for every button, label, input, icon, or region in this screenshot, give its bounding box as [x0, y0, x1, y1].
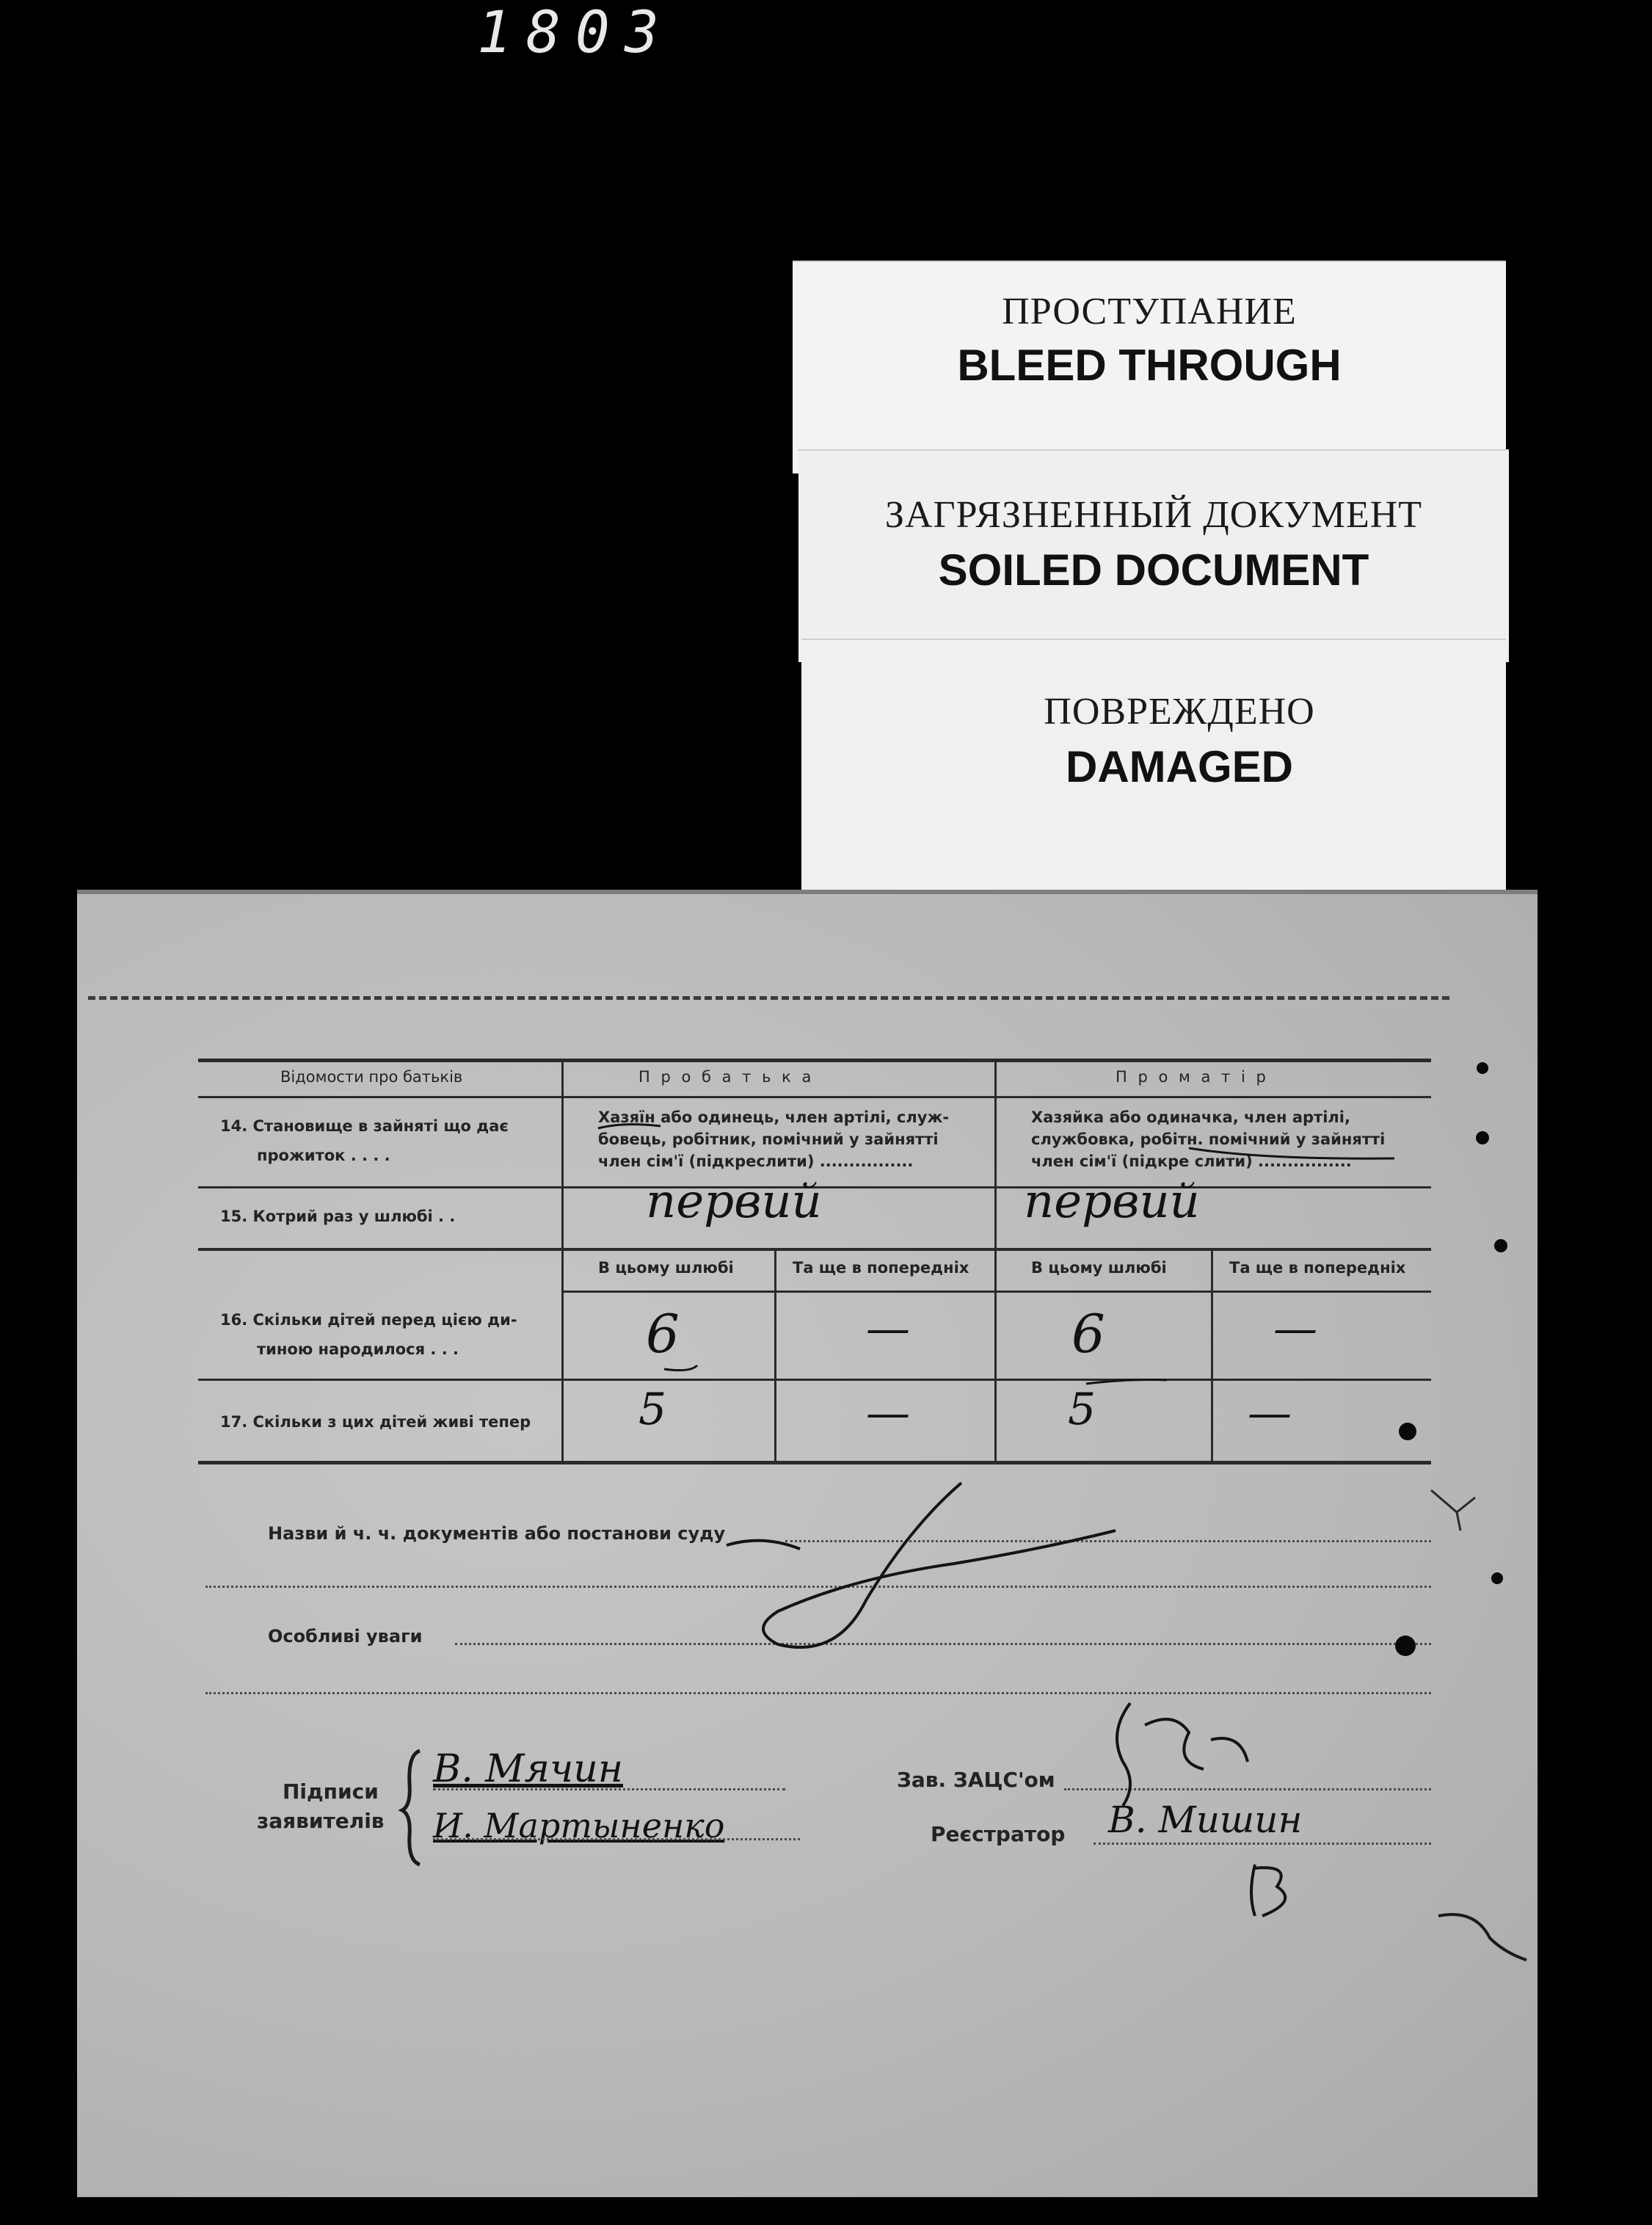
damaged-label-ru: ПОВРЕЖДЕНО — [1044, 691, 1315, 733]
row16-father-prev-value: — — [866, 1303, 910, 1354]
head-signature-strokes — [1117, 1703, 1248, 1806]
row14-label-line2: прожиток . . . . — [257, 1147, 390, 1164]
row17-mother-prev-value: — — [1248, 1387, 1292, 1439]
applicant-signature-2: И. Мартыненко — [433, 1806, 725, 1845]
soiled-document-label-en: SOILED DOCUMENT — [938, 545, 1369, 595]
row14-mother-line2: службовка, робітн. помічний у зайнятті — [1031, 1130, 1386, 1148]
registrar-label: Реєстратор — [931, 1822, 1066, 1846]
row14-mother-underline — [1189, 1148, 1394, 1158]
subheader-mother-previous: Та ще в попередніх — [1229, 1259, 1406, 1277]
documents-flourish-tail — [727, 1541, 800, 1549]
subheader-father-this-marriage: В цьому шлюбі — [598, 1259, 734, 1277]
row14-father-line3: член сім'ї (підкреслити) ................ — [598, 1153, 914, 1170]
row14-mother-line3: член сім'ї (підкре слити) ................ — [1031, 1153, 1352, 1170]
row16-mother-prev-value: — — [1273, 1303, 1317, 1354]
row17-father-prev-value: — — [866, 1387, 910, 1439]
row15-father-handwritten: первий — [646, 1175, 822, 1229]
damage-hole-1 — [1395, 1636, 1416, 1656]
row17-label: 17. Скільки з цих дітей живі тепер — [220, 1413, 531, 1431]
row16-label-line2: тиною народилося . . . — [257, 1340, 459, 1358]
damage-hole-4 — [1494, 1239, 1507, 1252]
row14-mother-line1: Хазяйка або одиначка, член артілі, — [1031, 1108, 1350, 1126]
row16-father-this-value: 6 — [646, 1303, 680, 1365]
bleed-through-label-en: BLEED THROUGH — [957, 341, 1342, 390]
row16-mother-mark — [1086, 1380, 1167, 1384]
microfilm-frame-number: 1803 — [477, 0, 674, 66]
row16-father-mark — [664, 1365, 697, 1371]
registrar-signature: В. Мишин — [1108, 1798, 1303, 1841]
documents-flourish — [763, 1483, 1116, 1647]
documents-field-label: Назви й ч. ч. документів або постанови суду — [268, 1523, 726, 1544]
damaged-label-en: DAMAGED — [1066, 742, 1293, 791]
row14-father-underline — [598, 1125, 661, 1128]
row16-label-line1: 16. Скільки дітей перед цією ди- — [220, 1311, 517, 1329]
applicants-label-line1: Підписи — [283, 1779, 379, 1804]
row14-label-line1: 14. Становище в зайняті що дає — [220, 1117, 509, 1135]
applicant-signature-1: В. Мячин — [433, 1747, 624, 1791]
header-father: П р о б а т ь к а — [638, 1068, 815, 1086]
applicants-label-line2: заявителів — [257, 1809, 385, 1833]
damage-hole-3 — [1476, 1131, 1489, 1144]
edge-crack — [1438, 1914, 1527, 1960]
damage-hole-5 — [1491, 1572, 1503, 1584]
damage-hole-2 — [1399, 1423, 1416, 1440]
applicants-brace — [402, 1751, 420, 1865]
subheader-father-previous: Та ще в попередніх — [793, 1259, 969, 1277]
row15-label: 15. Котрий раз у шлюбі . . — [220, 1208, 456, 1225]
header-parents: Відомости про батьків — [280, 1068, 463, 1086]
damage-hole-6 — [1477, 1062, 1488, 1074]
bleed-through-label-ru: ПРОСТУПАНИЕ — [1002, 291, 1297, 333]
row16-mother-this-value: 6 — [1071, 1303, 1105, 1365]
head-of-registry-label: Зав. ЗАЦС'ом — [897, 1768, 1055, 1792]
row17-mother-this-value: 5 — [1068, 1384, 1096, 1435]
row14-father-line1: Хазяїн або одинець, член артілі, служ- — [598, 1108, 950, 1126]
row17-father-this-value: 5 — [638, 1384, 667, 1435]
header-mother: П р о м а т і р — [1116, 1068, 1269, 1086]
row15-mother-handwritten: первий — [1024, 1175, 1200, 1229]
remarks-field-label: Особливі уваги — [268, 1626, 423, 1647]
soiled-document-label-ru: ЗАГРЯЗНЕННЫЙ ДОКУМЕНТ — [884, 494, 1423, 536]
row14-father-line2: бовець, робітник, помічний у зайнятті — [598, 1130, 939, 1148]
subheader-mother-this-marriage: В цьому шлюбі — [1031, 1259, 1167, 1277]
tear-mark — [1431, 1490, 1475, 1531]
registrar-flourish — [1251, 1865, 1285, 1916]
